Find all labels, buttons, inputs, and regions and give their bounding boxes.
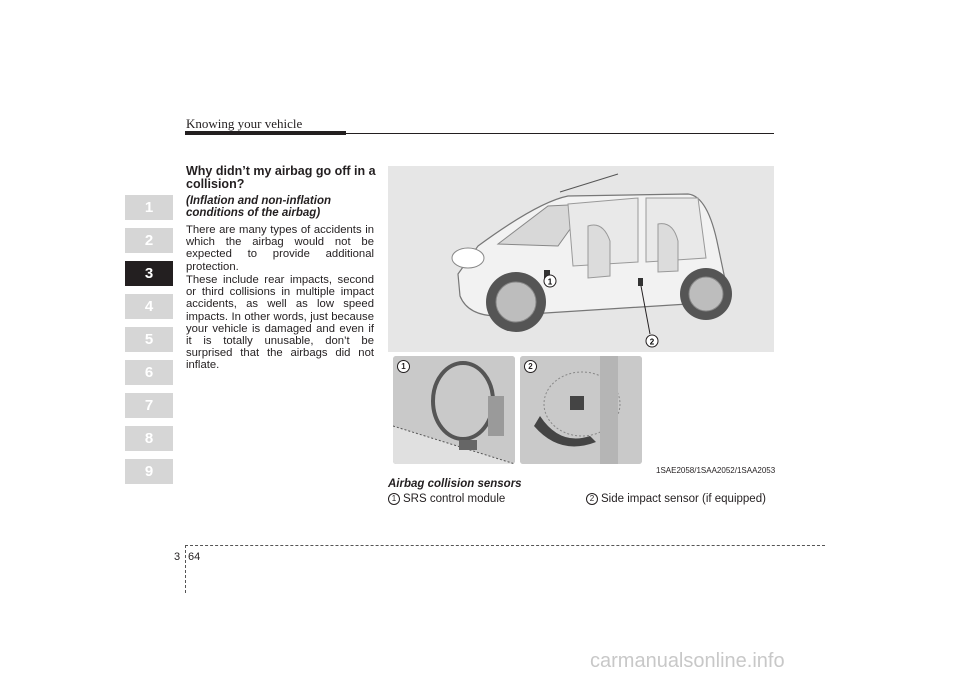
caption-item-2-number: 2 bbox=[586, 493, 598, 505]
callout-1: 1 bbox=[547, 277, 553, 287]
header-rule-thick bbox=[185, 131, 346, 135]
chapter-tab-6[interactable]: 6 bbox=[125, 360, 173, 385]
caption-item-1-label: SRS control module bbox=[403, 493, 506, 505]
watermark: carmanualsonline.info bbox=[590, 650, 785, 672]
footer-chapter-number: 3 bbox=[174, 551, 181, 563]
chapter-tab-3[interactable]: 3 bbox=[125, 261, 173, 286]
car-illustration bbox=[388, 166, 774, 352]
figure-code: 1SAE2058/1SAA2052/1SAA2053 bbox=[656, 466, 776, 475]
callout-2: 2 bbox=[649, 337, 655, 347]
chapter-tab-5[interactable]: 5 bbox=[125, 327, 173, 352]
steering-area-drawing bbox=[393, 356, 515, 464]
chapter-tab-9[interactable]: 9 bbox=[125, 459, 173, 484]
running-header: Knowing your vehicle bbox=[186, 116, 303, 131]
header-rule-thin bbox=[346, 133, 774, 134]
detail-illustration-1 bbox=[393, 356, 515, 464]
caption-item-2-label: Side impact sensor (if equipped) bbox=[601, 493, 766, 505]
footer-vertical-rule bbox=[185, 545, 186, 593]
chapter-tab-4[interactable]: 4 bbox=[125, 294, 173, 319]
caption-item-1 bbox=[388, 493, 505, 505]
chapter-tab-1[interactable]: 1 bbox=[125, 195, 173, 220]
chapter-tab-7[interactable]: 7 bbox=[125, 393, 173, 418]
caption-item-2 bbox=[586, 493, 766, 505]
footer-rule bbox=[185, 545, 825, 546]
footer-page-number: 64 bbox=[188, 551, 201, 563]
detail-2-number: 2 bbox=[524, 360, 537, 373]
caption-item-1-number: 1 bbox=[388, 493, 400, 505]
section-subheading: (Inflation and non-inflation conditions of the airbag) bbox=[186, 195, 331, 219]
chapter-tab-2[interactable]: 2 bbox=[125, 228, 173, 253]
detail-illustration-2 bbox=[520, 356, 642, 464]
b-pillar-drawing bbox=[520, 356, 642, 464]
paragraph-2: These include rear impacts, second or third collisions in multiple impact accidents, as well as low speed impacts. In other words, just because your vehicle is damaged and even if it is totally unusable, don’t be surprised that the airbags did not inflate. bbox=[186, 274, 374, 372]
figure-caption-title: Airbag collision sensors bbox=[388, 478, 522, 490]
paragraph-1: There are many types of accidents in which the airbag would not be expected to provide additional protection. bbox=[186, 224, 374, 273]
section-heading: Why didn’t my airbag go off in a collision? bbox=[186, 164, 376, 191]
chapter-tabs bbox=[125, 195, 173, 492]
car-drawing bbox=[388, 166, 774, 352]
chapter-tab-8[interactable]: 8 bbox=[125, 426, 173, 451]
detail-1-number: 1 bbox=[397, 360, 410, 373]
